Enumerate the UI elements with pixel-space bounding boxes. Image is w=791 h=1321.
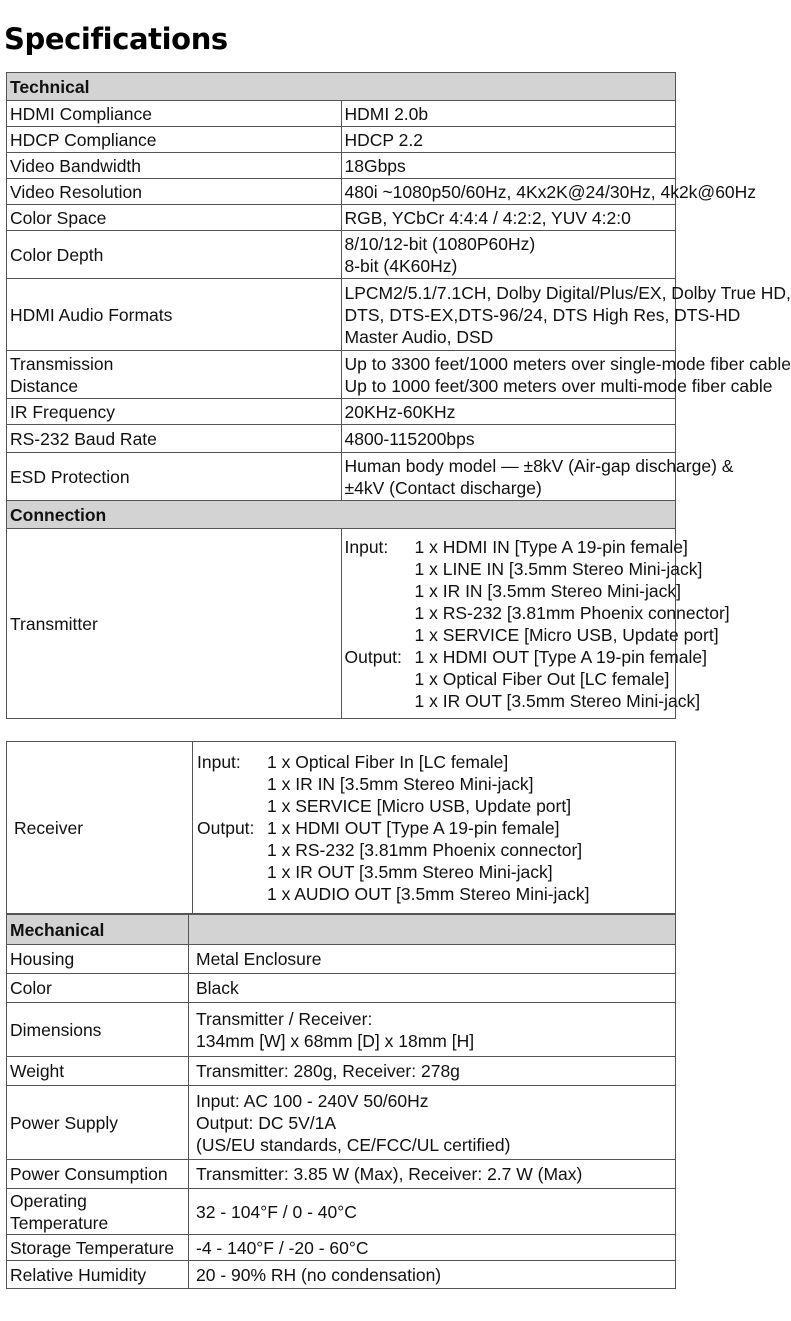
io-line <box>345 602 730 624</box>
io-list <box>193 742 676 914</box>
io-line <box>197 883 675 905</box>
spec-label: Storage Temperature <box>7 1235 189 1261</box>
io-item: 1 x RS-232 [3.81mm Phoenix connector] <box>414 602 730 623</box>
spec-value-line: Human body model — ±8kV (Air-gap discharge) & <box>344 455 734 476</box>
output-label: Output: <box>344 646 402 667</box>
io-item: 1 x IR OUT [3.5mm Stereo Mini-jack] <box>267 861 553 882</box>
spec-value <box>189 1086 676 1160</box>
spec-row <box>7 231 676 279</box>
spec-value-line: 18Gbps <box>344 155 406 176</box>
io-item: 1 x IR IN [3.5mm Stereo Mini-jack] <box>414 580 681 601</box>
io-item: 1 x SERVICE [Micro USB, Update port] <box>267 795 572 816</box>
spec-label: Weight <box>7 1057 189 1086</box>
page-title: Specifications <box>4 22 228 56</box>
spec-label: HDMI Compliance <box>7 101 342 127</box>
io-item: 1 x HDMI OUT [Type A 19-pin female] <box>414 646 707 667</box>
spec-label: Power Supply <box>7 1086 189 1160</box>
io-item: 1 x IR OUT [3.5mm Stereo Mini-jack] <box>414 690 701 711</box>
spec-row <box>7 1189 676 1235</box>
spec-value <box>189 1057 676 1086</box>
spec-value-line: Metal Enclosure <box>196 949 322 969</box>
io-line <box>197 773 675 795</box>
spec-row <box>7 399 676 425</box>
spec-value <box>189 1235 676 1261</box>
spec-label: HDMI Audio Formats <box>7 279 342 351</box>
spec-label <box>7 1189 189 1235</box>
spec-value-line: HDCP 2.2 <box>344 129 423 150</box>
spec-label: HDCP Compliance <box>7 127 342 153</box>
spec-value-line: Transmitter: 3.85 W (Max), Receiver: 2.7 W (Max) <box>196 1164 583 1184</box>
spec-value <box>341 101 676 127</box>
spec-value <box>189 1261 676 1289</box>
spec-label <box>7 351 342 399</box>
section-header-label: Connection <box>7 501 676 529</box>
spec-row <box>7 945 676 974</box>
io-item: 1 x HDMI IN [Type A 19-pin female] <box>414 536 688 557</box>
spec-value <box>341 205 676 231</box>
spec-value-line: Up to 3300 feet/1000 meters over single-mode fiber cable <box>344 353 791 374</box>
io-line <box>197 751 675 773</box>
spec-label: Color Space <box>7 205 342 231</box>
spec-row <box>7 1057 676 1086</box>
spec-row <box>7 453 676 501</box>
spec-label: Transmitter <box>7 529 342 719</box>
spec-value-line: Transmitter: 280g, Receiver: 278g <box>196 1061 460 1081</box>
spec-row <box>7 974 676 1003</box>
spec-value <box>189 1003 676 1057</box>
spec-value-line: Input: AC 100 - 240V 50/60Hz <box>196 1090 429 1111</box>
spec-label: Relative Humidity <box>7 1261 189 1289</box>
spec-value <box>341 453 734 501</box>
output-label: Output: <box>197 817 255 838</box>
spec-value-line: 480i ~1080p50/60Hz, 4Kx2K@24/30Hz, 4k2k@60Hz <box>344 181 757 202</box>
spec-label: Video Resolution <box>7 179 342 205</box>
io-list <box>341 529 730 719</box>
input-label: Input: <box>197 751 241 772</box>
spec-row <box>7 1261 676 1289</box>
spec-value-line: Output: DC 5V/1A <box>196 1112 337 1133</box>
spec-row <box>7 1086 676 1160</box>
io-line <box>345 624 719 646</box>
io-item: 1 x SERVICE [Micro USB, Update port] <box>414 624 719 645</box>
spec-row <box>7 279 676 351</box>
section-header-technical <box>7 73 676 101</box>
spec-row <box>7 1160 676 1189</box>
spec-value <box>189 1160 676 1189</box>
io-line <box>197 839 675 861</box>
section-header-label: Technical <box>7 73 676 101</box>
spec-value-line: 32 - 104°F / 0 - 40°C <box>196 1201 357 1222</box>
receiver-spec-table <box>6 741 676 914</box>
spec-label: Receiver <box>7 742 193 914</box>
spec-label: Video Bandwidth <box>7 153 342 179</box>
mechanical-spec-table <box>6 914 676 1289</box>
spec-value <box>341 179 757 205</box>
io-item: 1 x RS-232 [3.81mm Phoenix connector] <box>267 839 583 860</box>
spec-value <box>341 231 676 279</box>
input-label: Input: <box>344 536 389 557</box>
technical-spec-table <box>6 72 791 719</box>
spec-label: IR Frequency <box>7 399 342 425</box>
io-line <box>344 536 688 558</box>
spec-label: Color <box>7 974 189 1003</box>
spec-label: RS-232 Baud Rate <box>7 425 342 453</box>
spec-label: Housing <box>7 945 189 974</box>
spec-row <box>7 425 676 453</box>
spec-row <box>7 127 676 153</box>
spec-value-line: Master Audio, DSD <box>344 326 494 347</box>
section-header-connection <box>7 501 676 529</box>
spec-value-line: HDMI 2.0b <box>344 103 429 124</box>
spec-value <box>341 425 676 453</box>
io-line <box>345 690 701 712</box>
spec-value <box>341 351 791 399</box>
transmitter-row <box>7 529 676 719</box>
io-line <box>197 817 675 839</box>
spec-value-line: LPCM2/5.1/7.1CH, Dolby Digital/Plus/EX, Dolby True HD, <box>344 282 791 303</box>
spec-value-line: 20 - 90% RH (no condensation) <box>196 1264 442 1285</box>
spec-value <box>341 399 676 425</box>
spec-row <box>7 179 676 205</box>
spec-label: ESD Protection <box>7 453 342 501</box>
spec-value-line: Black <box>196 978 239 998</box>
spec-row <box>7 101 676 127</box>
spec-value-line: 8/10/12-bit (1080P60Hz) <box>344 233 536 254</box>
io-item: 1 x LINE IN [3.5mm Stereo Mini-jack] <box>414 558 703 579</box>
spec-row <box>7 205 676 231</box>
io-item: 1 x IR IN [3.5mm Stereo Mini-jack] <box>267 773 534 794</box>
spec-value-line: 8-bit (4K60Hz) <box>344 255 458 276</box>
spec-label-line: Transmission <box>10 353 114 374</box>
spec-value-line: 134mm [W] x 68mm [D] x 18mm [H] <box>196 1030 475 1051</box>
io-line <box>345 558 703 580</box>
spec-label-line: Operating <box>10 1190 87 1211</box>
spec-value <box>341 127 676 153</box>
spec-value <box>341 153 676 179</box>
io-item: 1 x Optical Fiber Out [LC female] <box>414 668 670 689</box>
section-header-label: Mechanical <box>7 915 189 945</box>
spec-row <box>7 351 676 399</box>
spec-value-line: Up to 1000 feet/300 meters over multi-mode fiber cable <box>344 375 773 396</box>
spec-value <box>189 945 676 974</box>
io-line <box>197 795 675 817</box>
spec-value <box>189 1189 676 1235</box>
receiver-row <box>7 742 676 914</box>
io-line <box>345 668 676 690</box>
io-line <box>345 580 681 602</box>
spec-label: Dimensions <box>7 1003 189 1057</box>
spec-label: Color Depth <box>7 231 342 279</box>
io-item: 1 x Optical Fiber In [LC female] <box>267 751 509 772</box>
spec-value-line: (US/EU standards, CE/FCC/UL certified) <box>196 1134 511 1155</box>
spec-value-line: Transmitter / Receiver: <box>196 1008 373 1029</box>
spec-value-line: 4800-115200bps <box>344 428 475 449</box>
spec-value-line: 20KHz-60KHz <box>344 401 456 422</box>
spec-value-line: DTS, DTS-EX,DTS-96/24, DTS High Res, DTS-HD <box>344 304 741 325</box>
spec-label-line: Temperature <box>10 1212 109 1233</box>
io-line <box>344 646 707 668</box>
spec-row <box>7 153 676 179</box>
io-line <box>197 861 675 883</box>
io-item: 1 x AUDIO OUT [3.5mm Stereo Mini-jack] <box>267 883 590 904</box>
section-header-mechanical <box>7 915 676 945</box>
spec-value-line: ±4kV (Contact discharge) <box>344 477 542 498</box>
spec-label: Power Consumption <box>7 1160 189 1189</box>
spec-label-line: Distance <box>10 375 79 396</box>
spec-row <box>7 1003 676 1057</box>
spec-value-line: RGB, YCbCr 4:4:4 / 4:2:2, YUV 4:2:0 <box>344 207 631 228</box>
spec-row <box>7 1235 676 1261</box>
io-item: 1 x HDMI OUT [Type A 19-pin female] <box>267 817 560 838</box>
spec-value <box>189 974 676 1003</box>
section-header-blank <box>189 915 676 945</box>
spec-value-line: -4 - 140°F / -20 - 60°C <box>196 1237 369 1258</box>
spec-value <box>341 279 791 351</box>
